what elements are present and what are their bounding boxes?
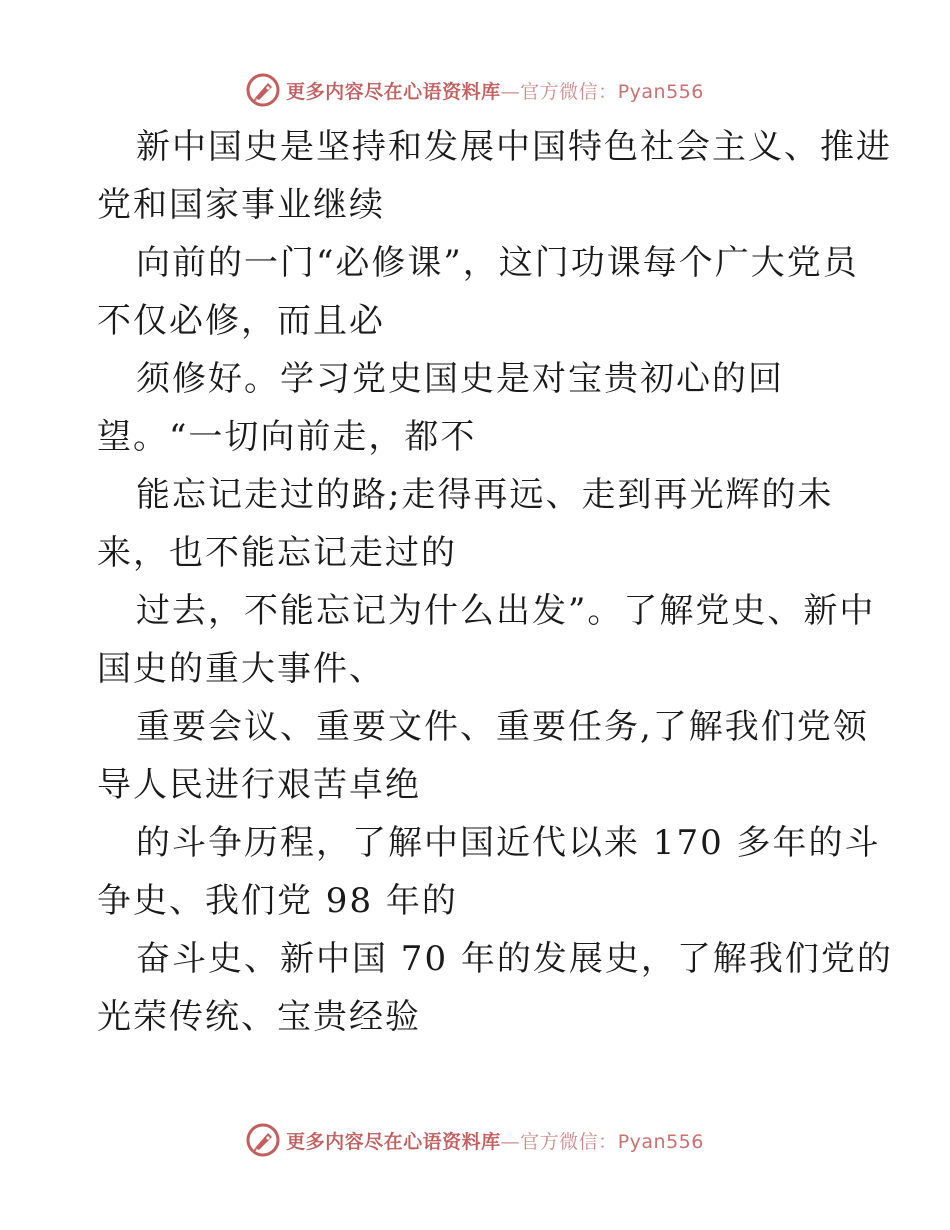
- footer-banner: [0, 1120, 950, 1160]
- pen-nib-logo-icon: [246, 73, 280, 107]
- body-line: 的斗争历程，了解中国近代以来 170 多年的斗: [136, 823, 881, 863]
- header-banner: [0, 70, 950, 110]
- body-line: 望。“一切向前走，都不: [97, 417, 477, 457]
- body-line: 争史、我们党 98 年的: [97, 881, 458, 921]
- body-line: 向前的一门“必修课”，这门功课每个广大党员: [136, 243, 859, 283]
- body-line: 国史的重大事件、: [97, 649, 385, 689]
- header-wechat-id: Pyan556: [617, 80, 704, 103]
- body-line: 须修好。学习党史国史是对宝贵初心的回: [136, 359, 784, 399]
- footer-text: [286, 1127, 704, 1154]
- body-line: 过去，不能忘记为什么出发”。了解党史、新中: [136, 591, 876, 631]
- body-line: 新中国史是坚持和发展中国特色社会主义、推进: [136, 127, 892, 167]
- footer-wechat-id: Pyan556: [617, 1130, 704, 1153]
- header-separator: —: [500, 80, 521, 103]
- body-line: 光荣传统、宝贵经验: [97, 997, 421, 1037]
- body-line: 来，也不能忘记走过的: [97, 533, 457, 573]
- header-title: 更多内容尽在心语资料库: [286, 80, 501, 103]
- document-body: [97, 118, 893, 1046]
- header-wechat-label: 官方微信：: [520, 80, 618, 103]
- body-line: 重要会议、重要文件、重要任务,了解我们党领: [136, 707, 869, 747]
- body-line: 不仅必修，而且必: [97, 301, 385, 341]
- footer-wechat-label: 官方微信：: [520, 1130, 618, 1153]
- pen-nib-logo-icon: [246, 1123, 280, 1157]
- body-line: 奋斗史、新中国 70 年的发展史，了解我们党的: [136, 939, 893, 979]
- body-line: 党和国家事业继续: [97, 185, 385, 225]
- body-line: 导人民进行艰苦卓绝: [97, 765, 421, 805]
- body-line: 能忘记走过的路;走得再远、走到再光辉的未: [136, 475, 834, 515]
- header-text: [286, 77, 704, 104]
- footer-title: 更多内容尽在心语资料库: [286, 1130, 501, 1153]
- footer-separator: —: [500, 1130, 521, 1153]
